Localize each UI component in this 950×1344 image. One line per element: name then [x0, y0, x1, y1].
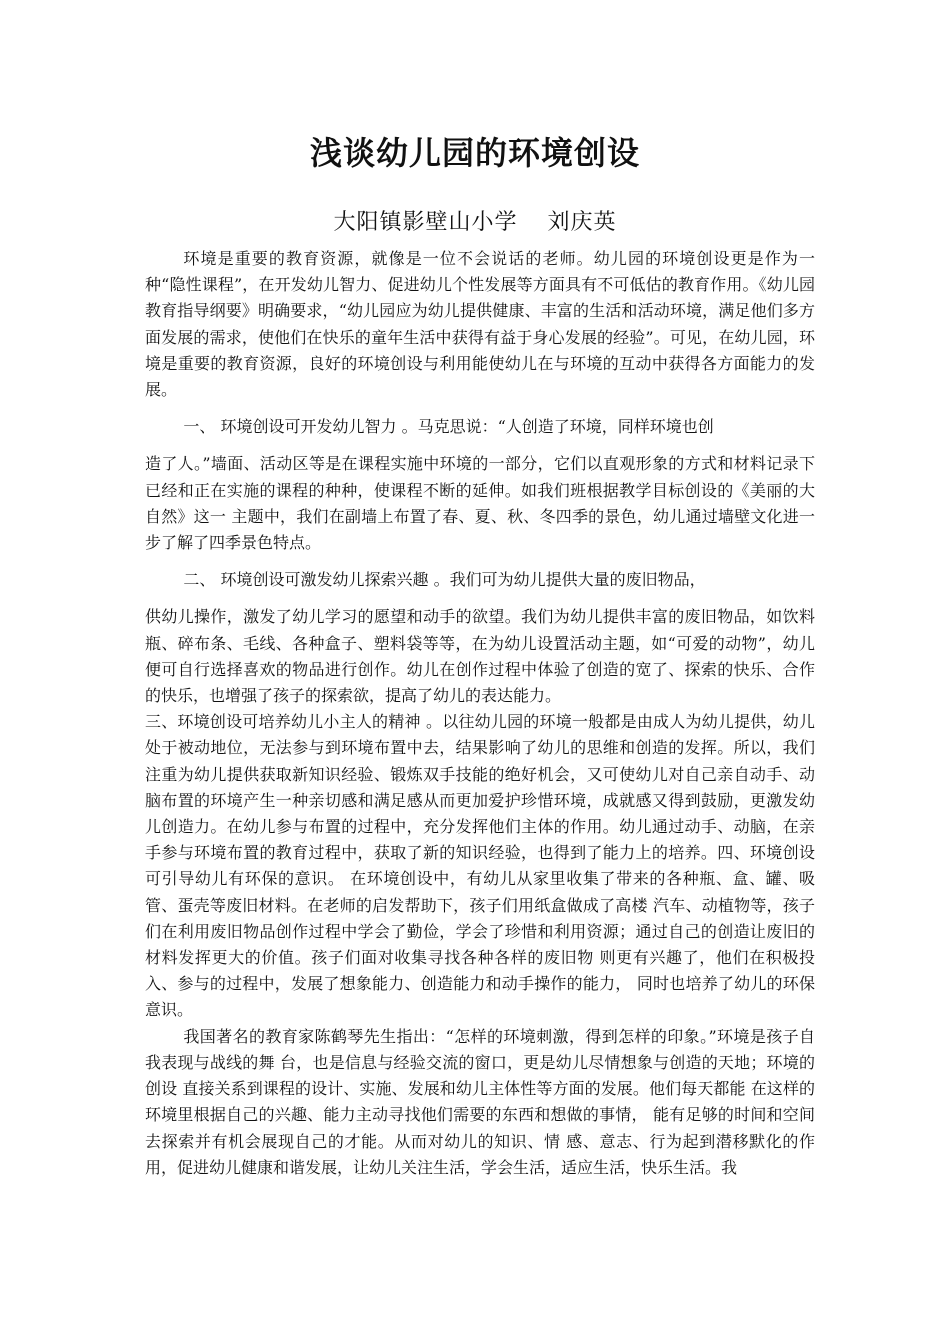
author-school: 大阳镇影壁山小学: [333, 210, 518, 235]
byline: [0, 205, 950, 236]
article-body: [145, 246, 815, 1181]
section-heading-2: 二、 环境创设可激发幼儿探索兴趣 。我们可为幼儿提供大量的废旧物品，: [183, 570, 706, 590]
paragraph-section-2: 供幼儿操作，激发了幼儿学习的愿望和动手的欲望。我们为幼儿提供丰富的废旧物品，如饮料瓶、碎布条、毛线、各种盒子、塑料袋等等，在为幼儿设置活动主题，如“可爱的动物”，幼儿便可自行选择喜欢的物品进行创作。幼儿在创作过程中体验了创造的宽了、探索的快乐、合作的快乐，也增强了孩子的探索欲，提高了幼儿的表达能力。: [145, 607, 815, 706]
paragraph-section-1: 造了人。”墙面、活动区等是在课程实施中环境的一部分，它们以直观形象的方式和材料记录下已经和正在实施的课程的种种，使课程不断的延伸。如我们班根据教学目标创设的《美丽的大自然》这一 主题中，我们在副墙上布置了春、夏、秋、冬四季的景色，幼儿通过墙壁文化进一步了解了四季景色特点。: [145, 454, 815, 553]
section-heading-1: 一、 环境创设可开发幼儿智力 。马克思说：“人创造了环境，同样环境也创: [183, 417, 714, 437]
paragraph-section-3: 三、环境创设可培养幼儿小主人的精神 。以往幼儿园的环境一般都是由成人为幼儿提供，幼儿处于被动地位，无法参与到环境布置中去，结果影响了幼儿的思维和创造的发挥。所以，我们注重为幼儿提供获取新知识经验、锻炼双手技能的绝好机会，又可使幼儿对自己亲自动手、动脑布置的环境产生一种亲切感和满足感从而更加爱护珍惜环境，成就感又得到鼓励，更激发幼儿创造力。在幼儿参与布置的过程中，充分发挥他们主体的作用。幼儿通过动手、动脑，在亲手参与环境布置的教育过程中，获取了新的知识经验，也得到了能力上的培养。四、环境创设可引导幼儿有环保的意识。 在环境创设中，有幼儿从家里收集了带来的各种瓶、盒、罐、吸管、蛋壳等废旧材料。在老师的启发帮助下，孩子们用纸盒做成了高楼 汽车、动植物等，孩子们在利用废旧物品创作过程中学会了勤俭，学会了珍惜和利用资源；通过自己的创造让废旧的材料发挥更大的价值。孩子们面对收集寻找各种各样的废旧物 则更有兴趣了，他们在积极投入、参与的过程中，发展了想象能力、创造能力和动手操作的能力， 同时也培养了幼儿的环保意识。: [145, 712, 815, 1020]
paragraph-intro: 环境是重要的教育资源，就像是一位不会说话的老师。幼儿园的环境创设更是作为一种“隐性课程”，在开发幼儿智力、促进幼儿个性发展等方面具有不可低估的教育作用。《幼儿园教育指导纲要》明确要求，“幼儿园应为幼儿提供健康、丰富的生活和活动环境，满足他们多方面发展的需求，使他们在快乐的童年生活中获得有益于身心发展的经验”。可见，在幼儿园，环境是重要的教育资源，良好的环境创设与利用能使幼儿在与环境的互动中获得各方面能力的发展。: [145, 249, 815, 400]
author-name: 刘庆英: [547, 210, 617, 235]
paragraph-conclusion: 我国著名的教育家陈鹤琴先生指出：“怎样的环境刺激，得到怎样的印象。”环境是孩子自我表现与战线的舞 台，也是信息与经验交流的窗口，更是幼儿尽情想象与创造的天地；环境的创设 直接关系到课程的设计、实施、发展和幼儿主体性等方面的发展。他们每天都能 在这样的环境里根据自己的兴趣、能力主动寻找他们需要的东西和想做的事情， 能有足够的时间和空间去探索并有机会展现自己的才能。从而对幼儿的知识、情 感、意志、行为起到潜移默化的作用，促进幼儿健康和谐发展，让幼儿关注生活，学会生活，适应生活，快乐生活。我: [145, 1026, 815, 1177]
page-title: 浅谈幼儿园的环境创设: [309, 134, 640, 172]
